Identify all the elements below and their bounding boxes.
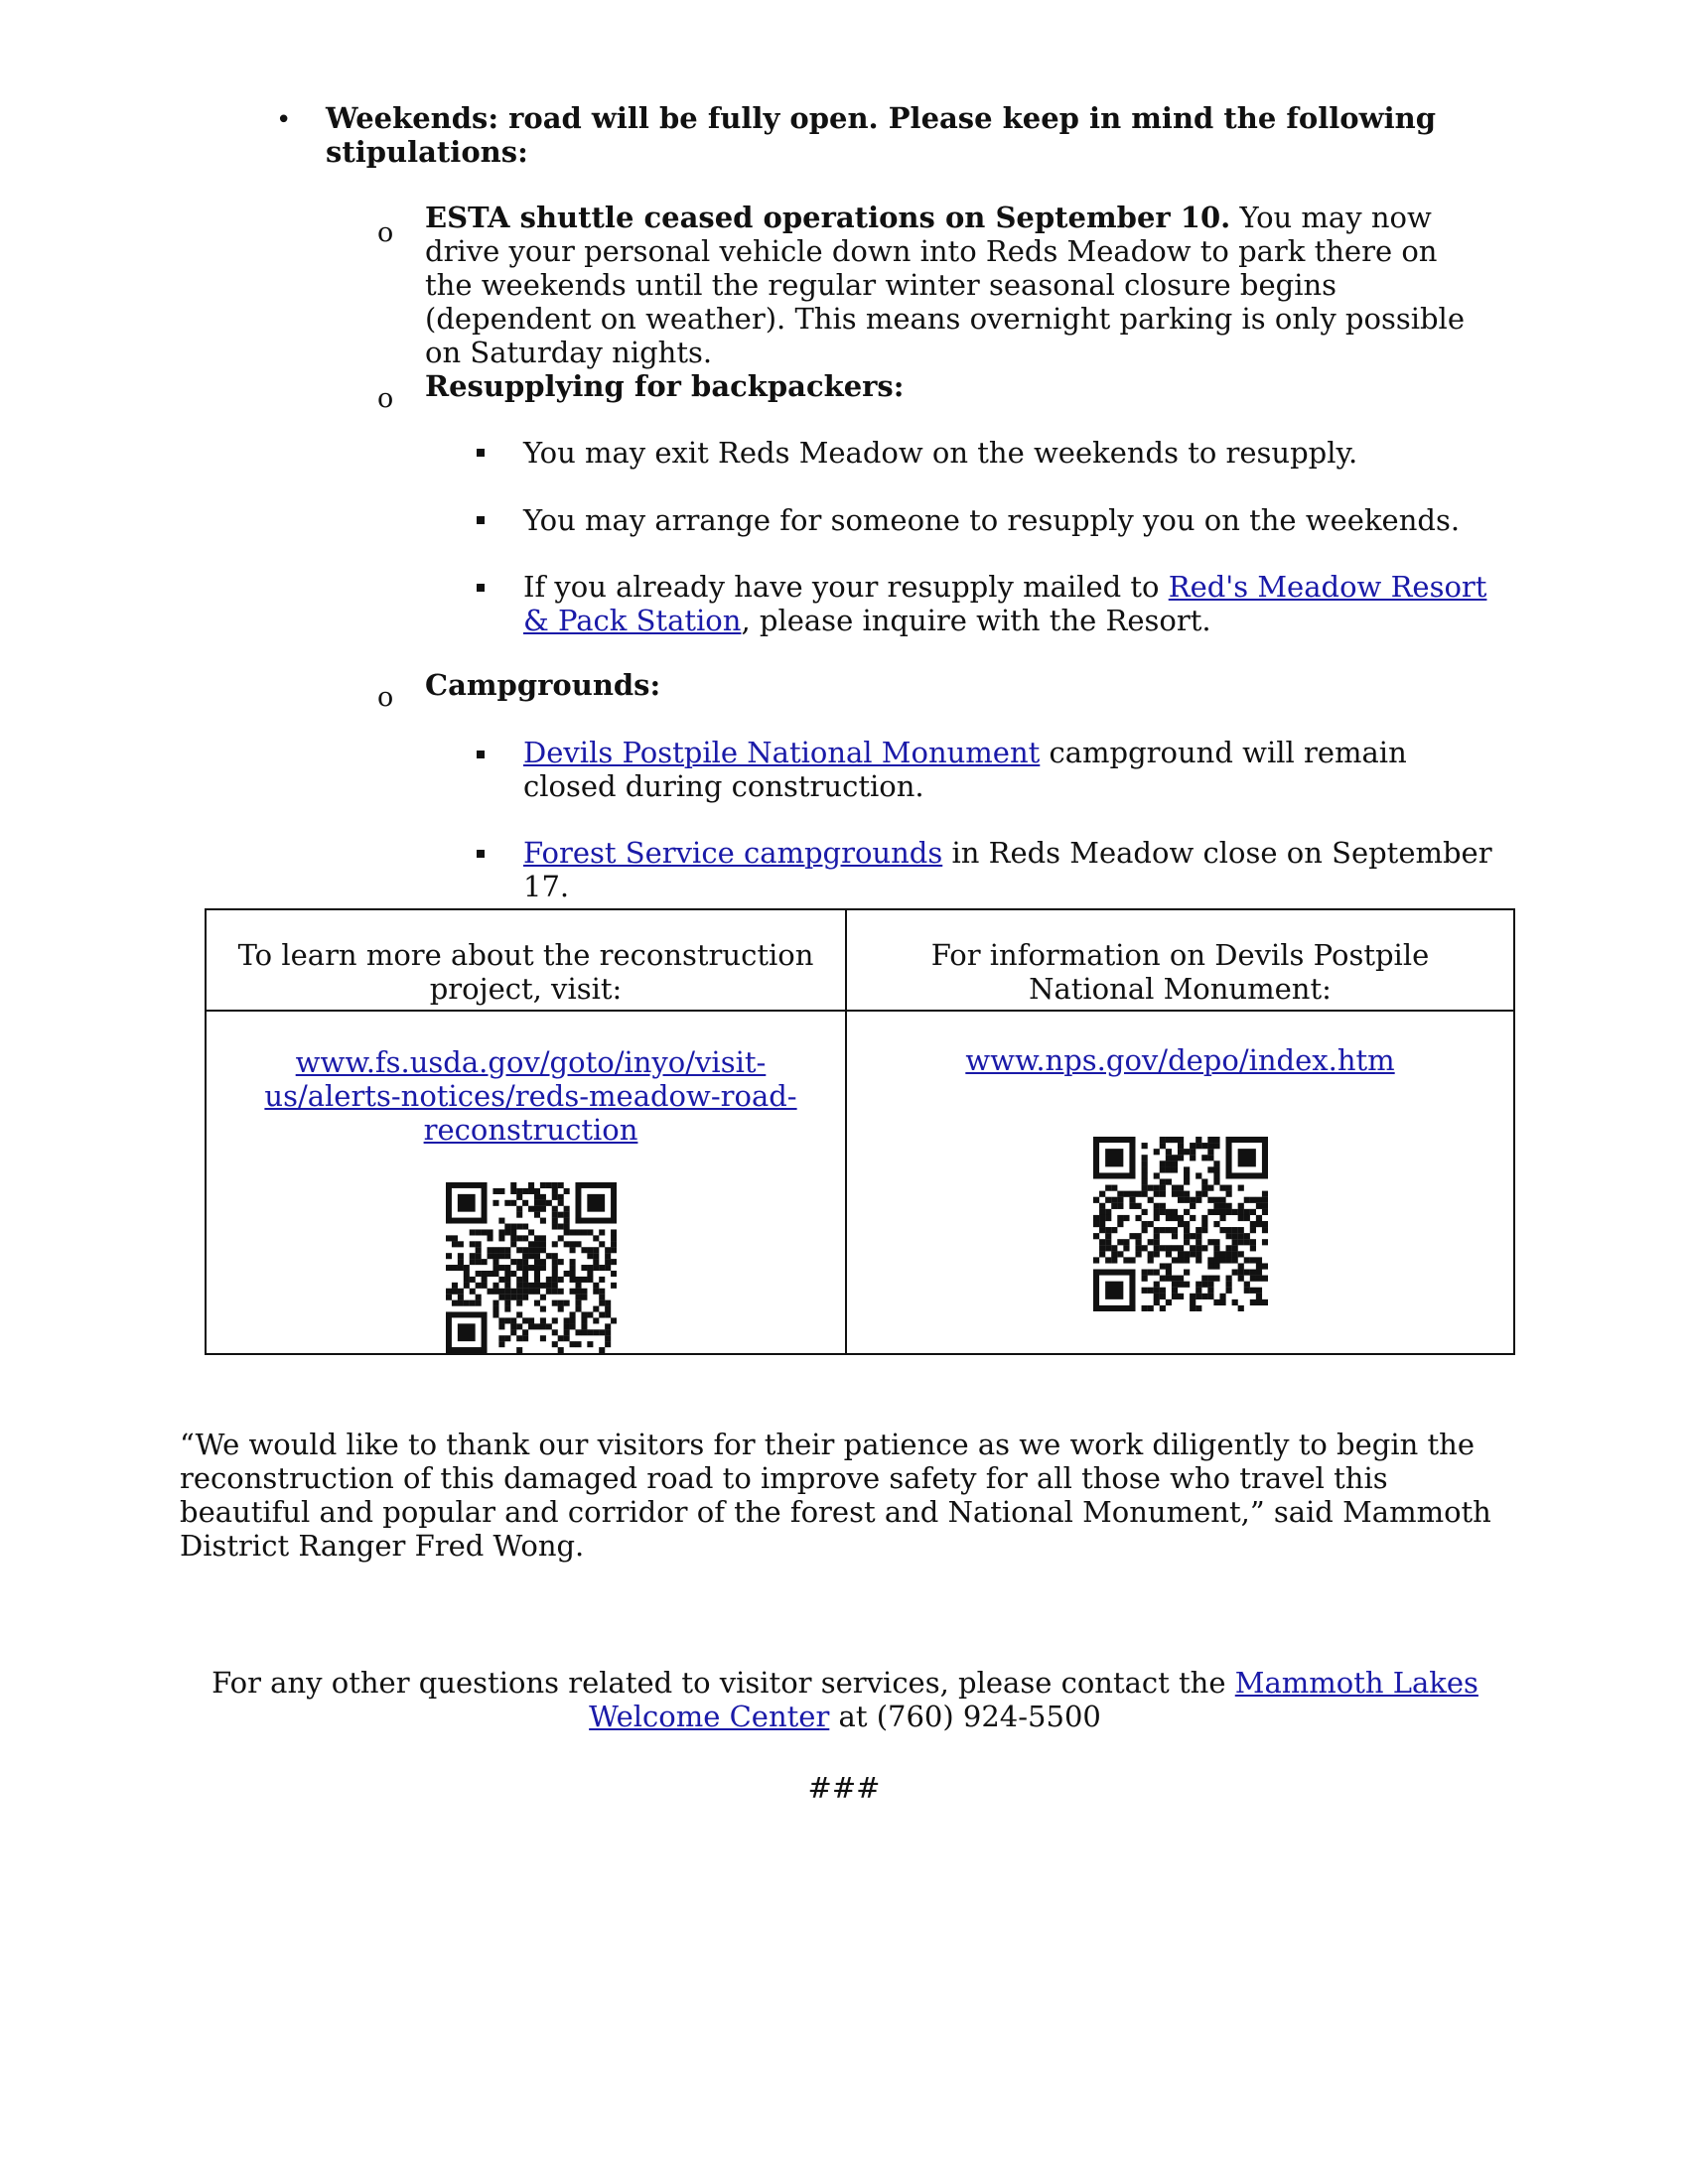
campgrounds-heading: Campgrounds: — [425, 668, 661, 702]
weekends-heading: Weekends: road will be fully open. Please keep in mind the following stipulations: — [326, 101, 1436, 169]
reds-meadow-resort-link[interactable]: Red's Meadow Resort & Pack Station — [523, 570, 1487, 637]
reconstruction-header: To learn more about the reconstruction project, visit: — [237, 938, 814, 1006]
contact-phone: at (760) 924-5500 — [829, 1700, 1101, 1733]
resupply-item-1: You may exit Reds Meadow on the weekends to resupply. — [523, 436, 1358, 470]
forest-service-campgrounds-link[interactable]: Forest Service campgrounds — [523, 836, 943, 870]
resupply-item-2: You may arrange for someone to resupply you on the weekends. — [523, 503, 1461, 537]
resupply-item-3-text: If you already have your resupply mailed to — [523, 570, 1169, 604]
bullet-circle: o — [377, 217, 394, 248]
campground-item-1-text: campground will remain closed during construction. — [523, 736, 1407, 803]
campground-item-1 — [523, 736, 1477, 803]
resupply-heading: Resupplying for backpackers: — [425, 369, 905, 403]
contact-paragraph — [180, 1666, 1510, 1733]
bullet-square — [477, 850, 485, 858]
bullet-square — [477, 449, 485, 457]
bullet-circle: o — [377, 682, 394, 713]
bullet-dot: • — [276, 105, 292, 135]
info-table — [205, 908, 1515, 1355]
table-header-right — [846, 909, 1514, 1011]
esta-text: You may now drive your personal vehicle down into Reds Meadow to park there on the weekends until the regular winter seasonal closure begins (dependent on weather). This means overnight parking is only possible on Saturday nights. — [425, 201, 1465, 369]
bullet-square — [477, 516, 485, 524]
ranger-quote: “We would like to thank our visitors for their patience as we work diligently to begin the reconstruction of this damaged road to improve safety for all those who travel this beautiful and popular and corridor of the forest and National Monument,” said Mammoth District Ranger Fred Wong. — [180, 1428, 1491, 1563]
end-mark: ### — [807, 1771, 881, 1805]
resupply-item-3 — [523, 570, 1506, 637]
reconstruction-link[interactable]: www.fs.usda.gov/goto/inyo/visit-us/alerts-notices/reds-meadow-road-reconstruction — [264, 1045, 797, 1147]
qr-code-icon[interactable] — [446, 1182, 617, 1353]
table-cell-right — [846, 1011, 1514, 1354]
bullet-square — [477, 751, 485, 758]
esta-paragraph — [425, 201, 1477, 369]
qr-code-icon[interactable] — [1093, 1137, 1268, 1311]
devils-postpile-link[interactable]: Devils Postpile National Monument — [523, 736, 1041, 769]
nps-link[interactable]: www.nps.gov/depo/index.htm — [965, 1043, 1395, 1077]
bullet-circle: o — [377, 383, 394, 414]
campground-item-2-text: in Reds Meadow close on September 17. — [523, 836, 1492, 903]
welcome-center-link[interactable]: Mammoth Lakes Welcome Center — [589, 1666, 1478, 1733]
resupply-item-3-tail: , please inquire with the Resort. — [741, 604, 1211, 637]
devils-postpile-header: For information on Devils Postpile National Monument: — [930, 938, 1430, 1006]
esta-bold: ESTA shuttle ceased operations on September 10. — [425, 201, 1231, 234]
bullet-square — [477, 584, 485, 592]
campground-item-2 — [523, 836, 1496, 903]
table-cell-left — [206, 1011, 846, 1354]
contact-text: For any other questions related to visitor services, please contact the — [211, 1666, 1235, 1700]
table-header-left — [206, 909, 846, 1011]
